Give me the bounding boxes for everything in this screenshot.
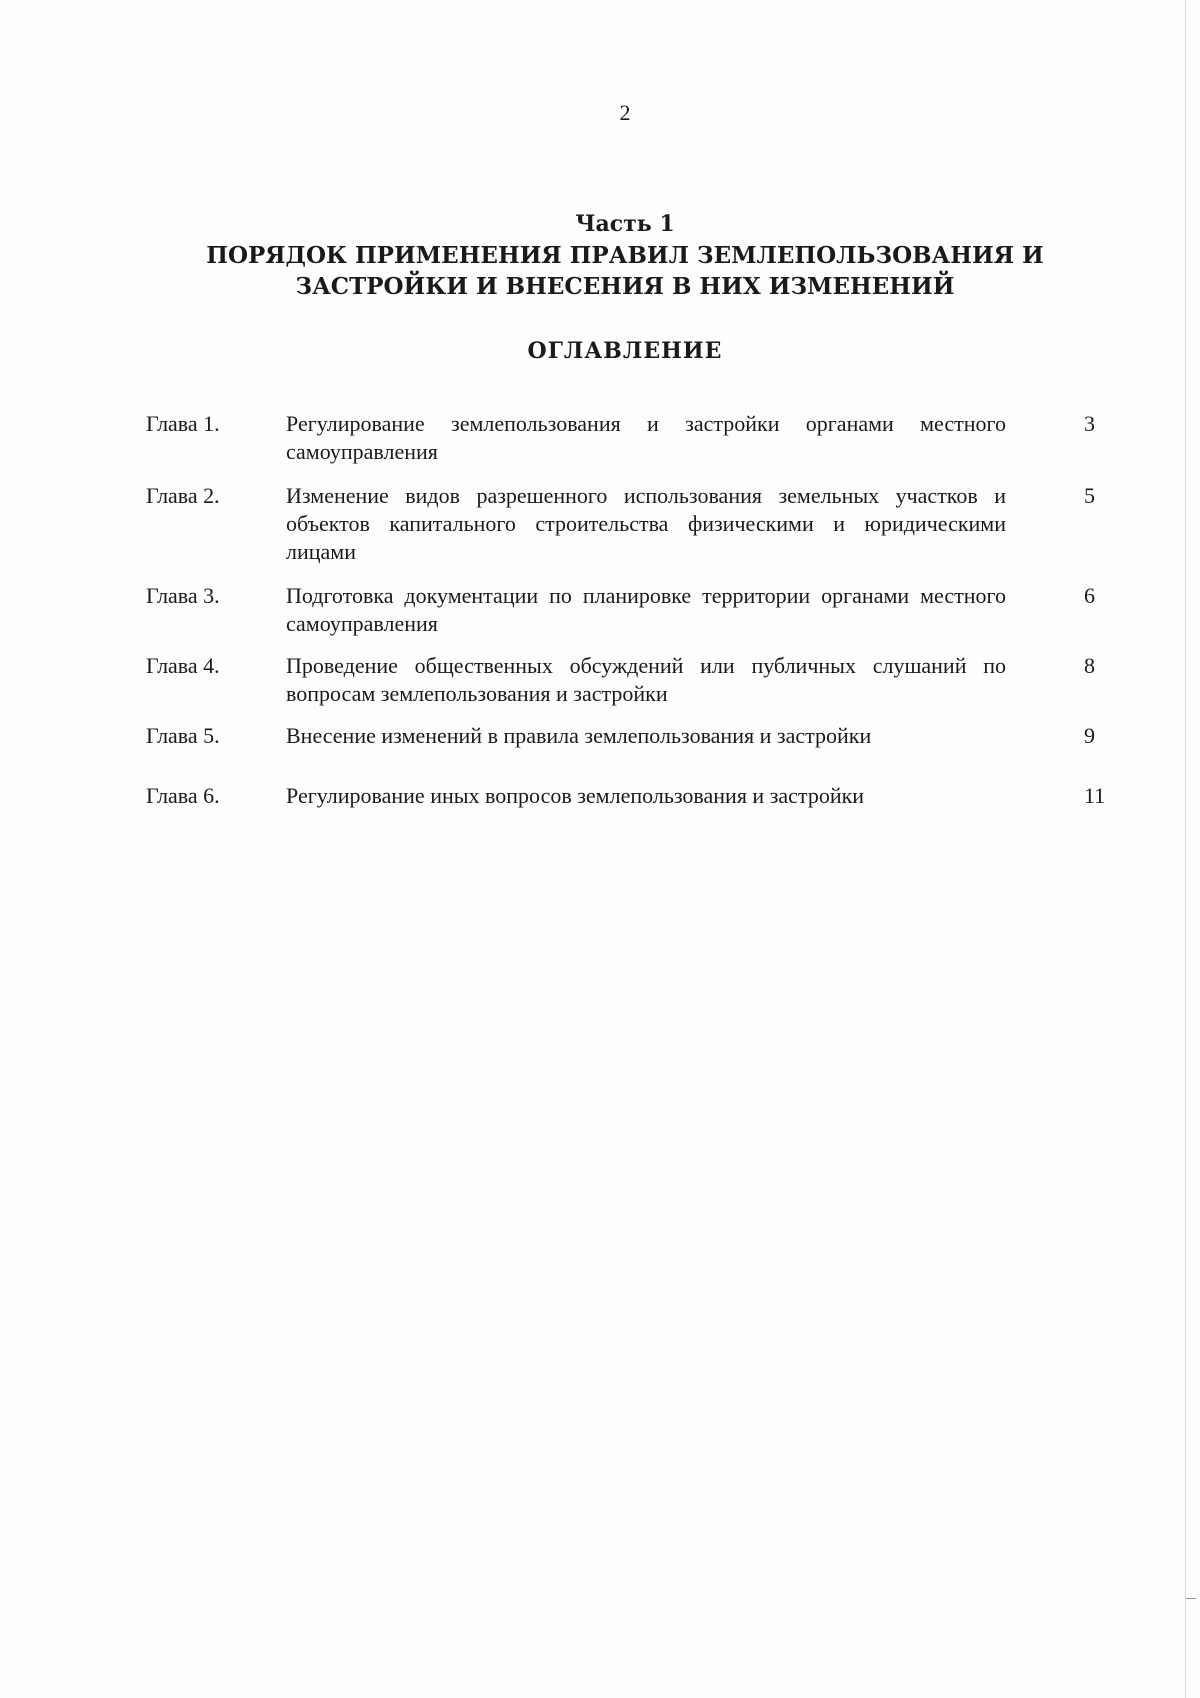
toc-chapter-number: Глава 3. [146, 583, 220, 608]
toc-entry-chapter-1 [0, 410, 1200, 482]
toc-page-number: 5 [1084, 483, 1095, 508]
toc-chapter-number: Глава 2. [146, 483, 220, 508]
toc-entry-chapter-2 [0, 482, 1200, 582]
toc-page-number: 3 [1084, 411, 1095, 436]
toc-chapter-title: Регулирование иных вопросов землепользования и застройки [286, 783, 865, 808]
toc-chapter-number: Глава 4. [146, 653, 220, 678]
toc-page-number: 8 [1084, 653, 1095, 678]
toc-chapter-title: Регулирование землепользования и застройки органами местного самоуправления [286, 411, 1006, 464]
toc-chapter-title: Внесение изменений в правила землепользования и застройки [286, 723, 872, 748]
part-title-line-1: ПОРЯДОК ПРИМЕНЕНИЯ ПРАВИЛ ЗЕМЛЕПОЛЬЗОВАНИЯ И [206, 242, 1044, 269]
part-heading [0, 208, 1200, 302]
toc-chapter-number: Глава 5. [146, 723, 220, 748]
scan-edge-mark [1186, 1598, 1196, 1599]
toc-page-number: 6 [1084, 583, 1095, 608]
toc-page-number: 11 [1084, 783, 1106, 808]
toc-chapter-title: Подготовка документации по планировке территории органами местного самоуправления [286, 583, 1006, 636]
toc-chapter-title: Изменение видов разрешенного использования земельных участков и объектов капитального строительства физическими и юридическими лицами [286, 483, 1006, 564]
toc-entry-chapter-5 [0, 722, 1200, 782]
toc-entry-chapter-3 [0, 582, 1200, 652]
toc-page-number: 9 [1084, 723, 1095, 748]
page-number: 2 [619, 100, 631, 125]
part-label: Часть 1 [575, 211, 675, 237]
toc-chapter-number: Глава 1. [146, 411, 220, 436]
part-title-line-2: ЗАСТРОЙКИ И ВНЕСЕНИЯ В НИХ ИЗМЕНЕНИЙ [295, 273, 955, 300]
toc-entry-chapter-4 [0, 652, 1200, 722]
toc-entry-chapter-6 [0, 782, 1200, 822]
toc-chapter-title: Проведение общественных обсуждений или публичных слушаний по вопросам землепользования и застройки [286, 653, 1006, 706]
table-of-contents [0, 410, 1200, 822]
toc-chapter-number: Глава 6. [146, 783, 220, 808]
toc-heading: ОГЛАВЛЕНИЕ [527, 338, 723, 364]
